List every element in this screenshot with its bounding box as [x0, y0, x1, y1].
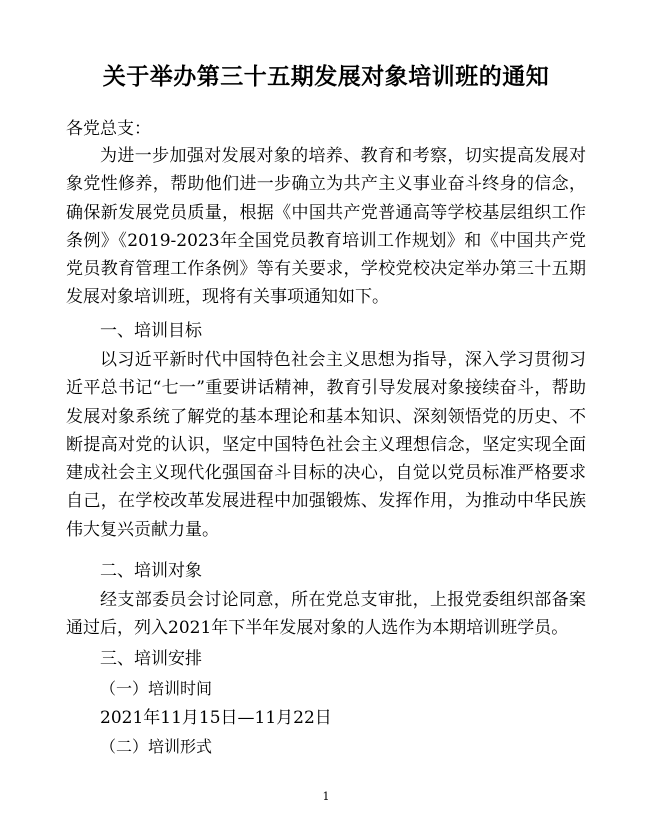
section-heading-goals: 一、培训目标 — [100, 321, 202, 341]
section-heading-participants: 二、培训对象 — [100, 561, 202, 581]
intro-paragraph: 为进一步加强对发展对象的培养、教育和考察，切实提高发展对象党性修养，帮助他们进一步确立为共产主义事业奋斗终身的信念，确保新发展党员质量，根据《中国共产党普通高等学校基层组织工作条例》《2019-2023年全国党员教育培训工作规划》和《中国共产党党员教育管理工作条例》等有关要求，学校党校决定举办第三十五期发展对象培训班，现将有关事项通知如下。 — [66, 146, 586, 308]
subsection-heading-time: （一）培训时间 — [100, 679, 213, 698]
participants-paragraph: 经支部委员会讨论同意，所在党总支审批，上报党委组织部备案通过后，列入2021年下半年发展对象的人选作为本期培训班学员。 — [66, 590, 586, 639]
document-title: 关于举办第三十五期发展对象培训班的通知 — [102, 63, 550, 90]
section-heading-arrangement: 三、培训安排 — [100, 649, 202, 669]
subsection-heading-format: （二）培训形式 — [100, 737, 213, 756]
salutation: 各党总支： — [66, 119, 151, 139]
training-dates: 2021年11月15日—11月22日 — [100, 708, 332, 728]
page-number: 1 — [322, 790, 330, 803]
goals-paragraph: 以习近平新时代中国特色社会主义思想为指导，深入学习贯彻习近平总书记“七一”重要讲话精神，教育引导发展对象接续奋斗，帮助发展对象系统了解党的基本理论和基本知识、深刻领悟党的历史、不断提高对党的认识，坚定中国特色社会主义理想信念，坚定实现全面建成社会主义现代化强国奋斗目标的决心，自觉以党员标准严格要求自己，在学校改革发展进程中加强锻炼、发挥作用，为推动中华民族伟大复兴贡献力量。 — [66, 350, 586, 540]
